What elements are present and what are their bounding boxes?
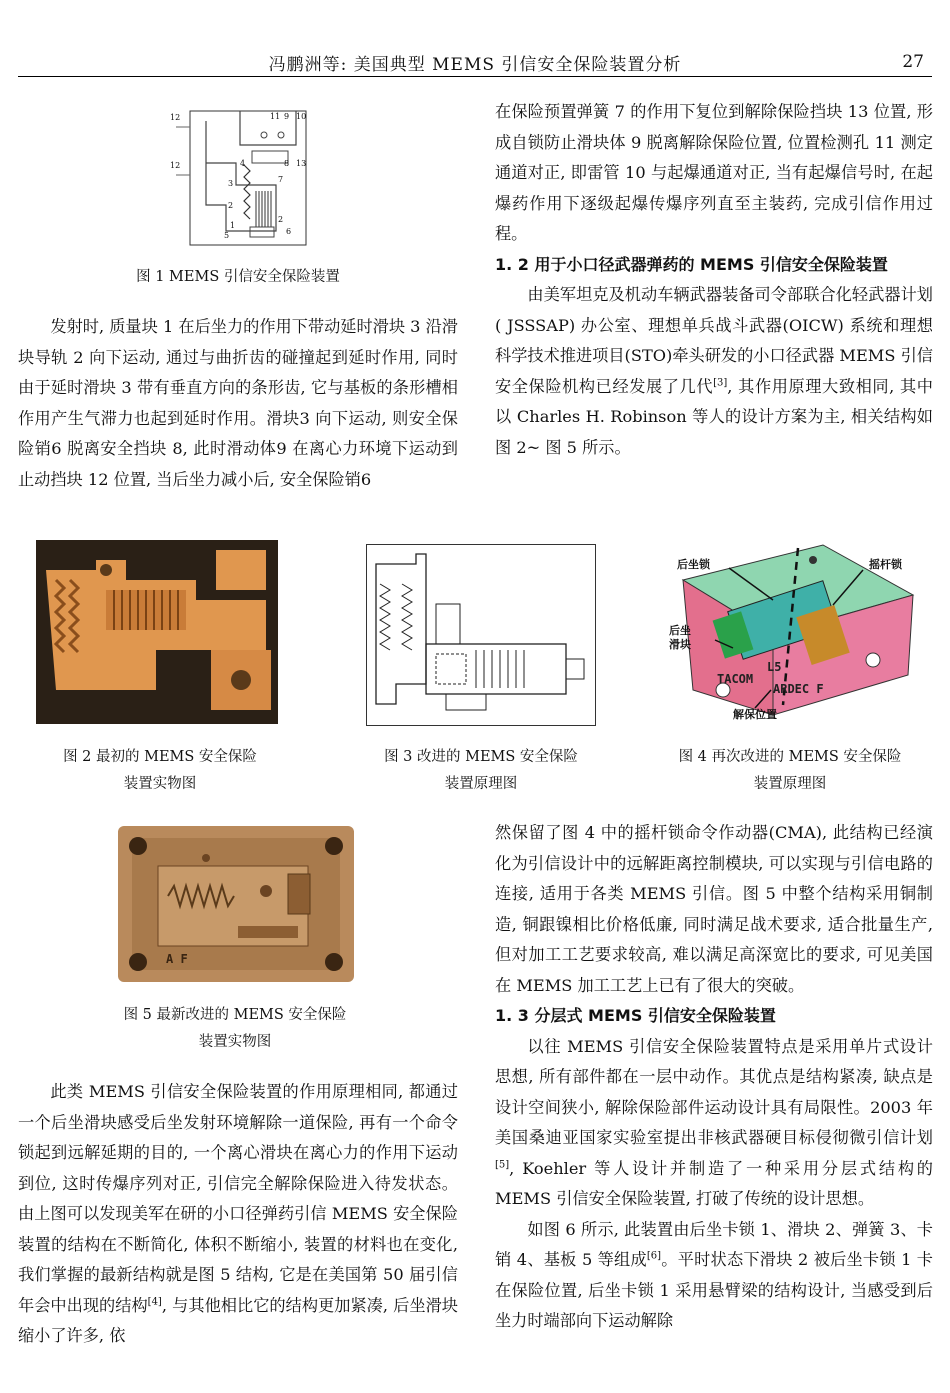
figure-4-label-setback-slider: 后坐 [669, 624, 691, 637]
figure-5-caption-line: 图 5 最新改进的 MEMS 安全保险 [123, 1007, 347, 1023]
paragraph-text: , 其作用原理大致相同, 其中以 Charles H. Robinson 等人的设计方案为主, 相关结构如图 2~ 图 5 所示。 [495, 376, 933, 457]
section-heading-1-3: 1. 3 分层式 MEMS 引信安全保险装置 [495, 1006, 776, 1025]
figure-1-label: 10 [296, 112, 307, 121]
right-column-top [495, 97, 933, 463]
paragraph-text: , Koehler 等人设计并制造了一种采用分层式结构的 MEMS 引信安全保险装置, 打破了传统的设计思想。 [495, 1158, 933, 1208]
figure-1-label: 5 [224, 231, 230, 240]
figure-4-label-setback-lock: 后坐锁 [677, 558, 710, 571]
figure-3-caption [356, 744, 606, 798]
paragraph [495, 280, 933, 463]
figure-1-caption: 图 1 MEMS 引信安全保险装置 [136, 269, 340, 285]
paragraph: 然保留了图 4 中的摇杆锁命令作动器(CMA), 此结构已经演化为引信设计中的远解距离控制模块, 可以实现与引信电路的连接, 适用于各类 MEMS 引信。图 5 中整个结构采用铜制造, 铜跟镍相比价格低廉, 同时满足战术要求, 适合批量生产, 但对加工工艺要求较高, 难以满足高深宽比的要求, 可见美国在 MEMS 加工工艺上已有了很大的突破。 [495, 823, 933, 995]
citation: [4] [147, 1296, 162, 1308]
figure-4-plate-text: ARDEC F [773, 682, 824, 696]
figure-2-caption-line: 图 2 最初的 MEMS 安全保险 [63, 749, 257, 765]
figure-1-drawing [166, 105, 310, 246]
figure-3 [366, 544, 596, 726]
citation: [6] [646, 1250, 662, 1262]
paragraph-text: 由美军坦克及机动车辆武器装备司令部联合化轻武器计划( JSSSAP) 办公室、理想单兵战斗武器(OICW) 系统和理想科学技术推进项目(STO)牵头研发的小口径武器 MEMS 引信安全保险机构已经发展了几代 [495, 285, 933, 396]
paragraph [18, 1077, 458, 1352]
section-heading-1-2: 1. 2 用于小口径武器弹药的 MEMS 引信安全保险装置 [495, 254, 888, 274]
right-column-bottom [495, 818, 933, 1337]
figure-5-plate-text: A F [166, 952, 188, 966]
page-number: 27 [902, 52, 924, 72]
figure-4-label-arm-position: 解保位置 [733, 708, 777, 721]
figure-4-caption [640, 744, 940, 798]
paragraph: 发射时, 质量块 1 在后坐力的作用下带动延时滑块 3 沿滑块导轨 2 向下运动, 通过与曲折齿的碰撞起到延时作用, 同时由于延时滑块 3 带有垂直方向的条形齿, 它与基板的条形槽相作用产生气滞力也起到延时作用。滑块3 向下运动, 则安全保险销6 脱离安全挡块 8, 此时滑动体9 在离心力环境下运动到止动挡块 12 位置, 当后坐力减小后, 安全保险销6 [18, 317, 458, 489]
left-column-bottom [18, 1077, 458, 1352]
running-header [18, 46, 932, 77]
citation: [3] [713, 377, 728, 389]
figure-1-label: 2 [228, 201, 234, 210]
figure-1-label: 11 [270, 112, 281, 121]
figure-1-label: 7 [278, 175, 284, 184]
figure-4-label-rocker-lock: 摇杆锁 [869, 558, 902, 571]
figure-2-photo [36, 540, 278, 724]
paragraph [495, 1215, 933, 1337]
figure-2 [36, 540, 278, 724]
paragraph: 在保险预置弹簧 7 的作用下复位到解除保险挡块 13 位置, 形成自锁防止滑块体 9 脱离解除保险位置, 位置检测孔 11 测定通道对正, 即雷管 10 与起爆通道对正, 当有起爆信号时, 在起爆药作用下逐级起爆传爆序列直至主装药, 完成引信作用过程。 [495, 102, 933, 243]
figure-1 [166, 105, 310, 246]
figure-4-caption-line: 图 4 再次改进的 MEMS 安全保险 [678, 749, 902, 765]
figure-5-caption-line: 装置实物图 [198, 1034, 272, 1050]
figure-3-caption-line: 图 3 改进的 MEMS 安全保险 [384, 749, 578, 765]
figure-1-label: 13 [296, 159, 307, 168]
figure-4-label-setback-slider: 滑块 [669, 638, 691, 651]
figure-1-label: 12 [170, 161, 181, 170]
figure-1-label: 12 [170, 113, 181, 122]
figure-4-plate-text: TACOM [717, 672, 754, 686]
figure-1-label: 9 [284, 112, 290, 121]
figure-3-caption-line: 装置原理图 [444, 776, 518, 792]
figure-2-caption-line: 装置实物图 [123, 776, 197, 792]
figure-4-plate-text: L5 [767, 660, 782, 674]
paragraph-text: 此类 MEMS 引信安全保险装置的作用原理相同, 都通过一个后坐滑块感受后坐发射环境解除一道保险, 再有一个命令锁起到远解延期的目的, 一个离心滑块在离心力的作用下运动到位, 这时传爆序列对正, 引信完全解除保险进入待发状态。由上图可以发现美军在研的小口径弹药引信 MEMS 安全保险装置的结构在不断简化, 体积不断缩小, 装置的材料也在变化, 我们掌握的最新结构就是图 5 结构, 它是在美国第 50 届引信年会中出现的结构 [18, 1082, 458, 1315]
paragraph-text: 。平时状态下滑块 2 被后坐卡锁 1 卡在保险位置, 后坐卡锁 1 采用悬臂梁的结构设计, 当感受到后坐力时端部向下运动解除 [495, 1250, 933, 1330]
running-header-title: 冯鹏洲等: 美国典型 MEMS 引信安全保险装置分析 [268, 55, 682, 75]
figure-1-label: 1 [230, 221, 236, 230]
paragraph-text: 如图 6 所示, 此装置由后坐卡锁 1、滑块 2、弹簧 3、卡销 4、基板 5 等组成 [495, 1219, 933, 1269]
figure-5-caption [90, 1002, 380, 1056]
citation: [5] [495, 1159, 510, 1171]
figure-2-caption [30, 744, 290, 798]
figure-1-label: 8 [284, 159, 290, 168]
left-column-top [18, 312, 458, 495]
paragraph-text: , 与其他相比它的结构更加紧凑, 后坐滑块缩小了许多, 依 [18, 1295, 458, 1345]
figure-5 [118, 826, 354, 982]
paragraph-text: 以往 MEMS 引信安全保险装置特点是采用单片式设计思想, 所有部件都在一层中动作。其优点是结构紧凑, 缺点是设计空间狭小, 解除保险部件运动设计具有局限性。2003 年美国桑迪亚国家实验室提出非核武器硬目标侵彻微引信计划 [495, 1036, 933, 1147]
figure-1-label: 2 [278, 215, 284, 224]
figure-1-label: 6 [286, 227, 292, 236]
figure-4 [663, 540, 923, 722]
figure-1-label: 4 [240, 159, 246, 168]
paragraph [495, 1032, 933, 1215]
figure-5-photo [118, 826, 354, 982]
figure-3-drawing [366, 544, 596, 726]
figure-1-label: 3 [228, 179, 234, 188]
figure-4-caption-line: 装置原理图 [753, 776, 827, 792]
